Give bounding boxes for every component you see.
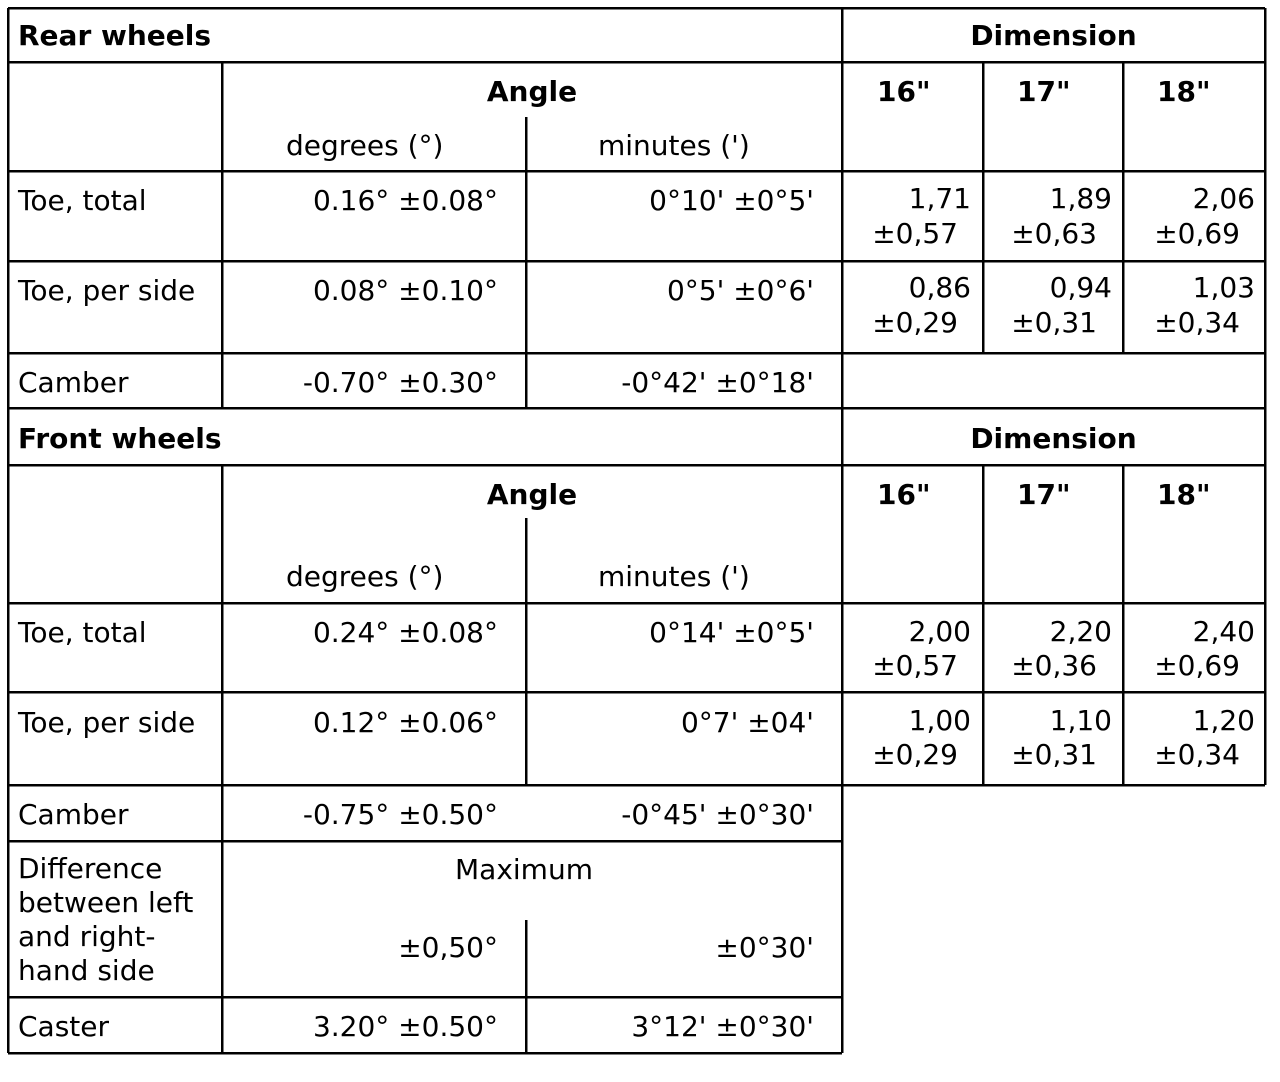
rear-toe-per-side-18-value: 1,03 xyxy=(1192,271,1255,304)
rear-toe-per-side-16-value: 0,86 xyxy=(908,271,971,304)
front-size-18: 18" xyxy=(1157,478,1211,511)
front-size-17: 17" xyxy=(1017,478,1071,511)
difference-minutes: ±0°30' xyxy=(715,931,814,964)
rear-toe-total-18-value: 2,06 xyxy=(1192,182,1255,215)
difference-label-line-2: between left xyxy=(18,886,194,919)
front-toe-per-side-label: Toe, per side xyxy=(18,706,196,739)
rear-toe-per-side-degrees: 0.08° ±0.10° xyxy=(312,274,498,307)
rear-toe-per-side-17-value: 0,94 xyxy=(1049,271,1112,304)
rear-toe-total-minutes: 0°10' ±0°5' xyxy=(649,184,814,217)
front-toe-per-side-degrees: 0.12° ±0.06° xyxy=(312,706,498,739)
front-toe-total-degrees: 0.24° ±0.08° xyxy=(312,616,498,649)
rear-toe-total-18-tolerance: ±0,69 xyxy=(1154,217,1240,250)
front-toe-total-label: Toe, total xyxy=(18,616,147,649)
rear-toe-per-side-18-tolerance: ±0,34 xyxy=(1154,306,1240,339)
rear-degrees-unit: degrees (°) xyxy=(286,129,444,162)
rear-size-18: 18" xyxy=(1157,75,1211,108)
rear-toe-total-16-tolerance: ±0,57 xyxy=(872,217,958,250)
rear-camber-minutes: -0°42' ±0°18' xyxy=(621,366,814,399)
front-camber-label: Camber xyxy=(18,798,129,831)
rear-minutes-unit: minutes (') xyxy=(598,129,750,162)
rear-toe-total-16-value: 1,71 xyxy=(908,182,971,215)
front-size-16: 16" xyxy=(877,478,931,511)
front-toe-per-side-18-tolerance: ±0,34 xyxy=(1154,738,1240,771)
rear-camber-degrees: -0.70° ±0.30° xyxy=(302,366,498,399)
rear-wheels-title: Rear wheels xyxy=(18,19,212,52)
rear-angle-header: Angle xyxy=(486,75,578,108)
front-toe-total-minutes: 0°14' ±0°5' xyxy=(649,616,814,649)
front-toe-per-side-16-tolerance: ±0,29 xyxy=(872,738,958,771)
rear-toe-per-side-16-tolerance: ±0,29 xyxy=(872,306,958,339)
front-toe-per-side-minutes: 0°7' ±04' xyxy=(680,706,814,739)
front-camber-minutes: -0°45' ±0°30' xyxy=(621,798,814,831)
rear-camber-label: Camber xyxy=(18,366,129,399)
front-angle-header: Angle xyxy=(486,478,578,511)
front-wheels-title: Front wheels xyxy=(18,422,222,455)
rear-toe-per-side-label: Toe, per side xyxy=(18,274,196,307)
difference-label-line-1: Difference xyxy=(18,852,163,885)
front-toe-total-16-value: 2,00 xyxy=(908,615,971,648)
front-toe-per-side-17-tolerance: ±0,31 xyxy=(1011,738,1097,771)
rear-toe-total-degrees: 0.16° ±0.08° xyxy=(312,184,498,217)
front-toe-total-18-tolerance: ±0,69 xyxy=(1154,649,1240,682)
front-camber-degrees: -0.75° ±0.50° xyxy=(302,798,498,831)
front-toe-per-side-17-value: 1,10 xyxy=(1049,704,1112,737)
rear-size-16: 16" xyxy=(877,75,931,108)
caster-degrees: 3.20° ±0.50° xyxy=(312,1010,498,1043)
rear-toe-per-side-minutes: 0°5' ±0°6' xyxy=(666,274,814,307)
front-toe-total-17-value: 2,20 xyxy=(1049,615,1112,648)
caster-label: Caster xyxy=(18,1010,110,1043)
rear-toe-per-side-17-tolerance: ±0,31 xyxy=(1011,306,1097,339)
rear-toe-total-17-tolerance: ±0,63 xyxy=(1011,217,1097,250)
difference-degrees: ±0,50° xyxy=(398,931,498,964)
difference-label-line-3: and right- xyxy=(18,920,156,953)
front-dimension-header: Dimension xyxy=(970,422,1137,455)
front-toe-per-side-16-value: 1,00 xyxy=(908,704,971,737)
front-toe-total-18-value: 2,40 xyxy=(1192,615,1255,648)
rear-size-17: 17" xyxy=(1017,75,1071,108)
difference-maximum-header: Maximum xyxy=(455,853,593,886)
rear-toe-total-17-value: 1,89 xyxy=(1049,182,1112,215)
caster-minutes: 3°12' ±0°30' xyxy=(631,1010,814,1043)
front-toe-per-side-18-value: 1,20 xyxy=(1192,704,1255,737)
front-degrees-unit: degrees (°) xyxy=(286,560,444,593)
front-minutes-unit: minutes (') xyxy=(598,560,750,593)
rear-toe-total-label: Toe, total xyxy=(18,184,147,217)
difference-label-line-4: hand side xyxy=(18,954,155,987)
front-toe-total-17-tolerance: ±0,36 xyxy=(1011,649,1097,682)
front-toe-total-16-tolerance: ±0,57 xyxy=(872,649,958,682)
rear-dimension-header: Dimension xyxy=(970,19,1137,52)
